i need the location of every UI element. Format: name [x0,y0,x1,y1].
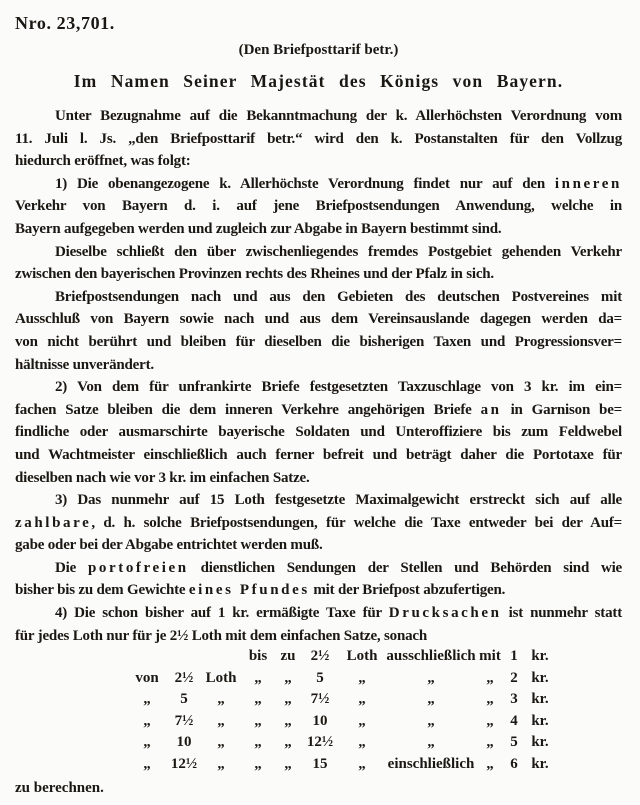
table-cell: 7½ [174,712,194,729]
table-cell: bis [248,648,268,665]
table-cell: 2½ [174,669,194,686]
text-line: hältnisse unverändert. [15,356,154,373]
table-cell: „ [143,691,151,708]
table-cell: kr. [531,691,549,708]
text-line: dieselben nach wie vor 3 kr. im einfachen Satze. [15,469,310,486]
text-line: Dieselbe schließt den über zwischenliegendes fremdes Postgebiet gehenden Verkehr [55,243,622,260]
tariff-table-row [127,734,622,756]
table-cell: 4 [510,712,518,729]
text-line: bisher bis zu dem Gewichte eines Pfundes mit der Briefpost abzufertigen. [15,582,506,599]
text-line: hiedurch eröffnet, was folgt: [15,153,191,170]
table-cell: „ [217,691,225,708]
text-line: gabe oder bei der Abgabe entrichtet werden muß. [15,537,323,554]
table-cell: kr. [531,712,549,729]
table-cell: „ [486,755,494,772]
table-cell: 5 [316,669,324,686]
table-cell: 5 [510,734,518,751]
tariff-table-row [127,713,622,735]
text-line: 2) Von dem für unfrankirte Briefe festgesetzten Taxzuschlage von 3 kr. im ein= [55,379,622,396]
table-cell: „ [358,755,366,772]
table-cell: 12½ [170,755,198,772]
letter-spaced-text: inneren [554,175,622,192]
table-cell: kr. [531,648,549,665]
text-line: für jedes Loth nur für je 2½ Loth mit dem einfachen Satze, sonach [15,627,427,644]
tariff-table-row [127,670,622,692]
table-cell: „ [284,712,292,729]
table-cell: „ [217,712,225,729]
text-line: und Wachtmeister einschließlich auch ferner befreit und beträgt daher die Portotaxe für [15,446,622,463]
table-cell: „ [358,691,366,708]
table-cell: 7½ [310,691,330,708]
tariff-table-header-row [127,648,622,670]
table-cell: „ [143,712,151,729]
table-cell: 3 [510,691,518,708]
table-cell: 10 [312,712,328,729]
text-line: Unter Bezugnahme auf die Bekanntmachung der k. Allerhöchsten Verordnung vom [55,108,622,124]
text-line: 3) Das nunmehr auf 15 Loth festgesetzte Maximalgewicht erstreckt sich auf alle [55,492,622,509]
text-line: fachen Satze bleiben die dem inneren Verkehre angehörigen Briefe an in Garnison be= [15,401,622,418]
table-cell: „ [284,755,292,772]
tariff-table-row [127,691,622,713]
table-cell: 15 [312,755,328,772]
text-line: findliche oder ausmarschirte bayerische Soldaten und Unteroffiziere bis zum Feldwebel [15,424,622,441]
table-cell: ausschließlich [386,648,476,665]
table-cell: 10 [176,734,192,751]
text-line: Briefpostsendungen nach und aus den Gebieten des deutschen Postvereines mit [55,288,622,305]
document-body [15,105,622,647]
table-cell: „ [284,669,292,686]
tariff-table [127,648,622,777]
table-cell: „ [143,734,151,751]
table-cell: „ [427,669,435,686]
table-cell: 2½ [310,648,330,665]
text-line: Verkehr von Bayern d. i. auf jene Briefpostsendungen Anwendung, welche in [15,198,622,215]
table-cell: „ [254,712,262,729]
text-line: zahlbare, d. h. solche Briefpostsendungen, für welche die Taxe entweder bei der Auf= [15,514,622,531]
subject-line: (Den Briefposttarif betr.) [238,42,399,58]
closing-line: zu berechnen. [15,780,104,797]
text-line: 4) Die schon bisher auf 1 kr. ermäßigte Taxe für Drucksachen ist nunmehr statt [55,605,622,622]
letter-spaced-text: eines Pfundes [188,582,310,599]
table-cell: zu [280,648,296,665]
table-cell: „ [254,755,262,772]
table-cell: „ [358,712,366,729]
table-cell: „ [254,669,262,686]
table-cell: mit [479,648,501,665]
letter-spaced-text: an [480,401,502,418]
text-line: von nicht berührt und bleiben für dieselben die bisherigen Taxen und Progressionsver= [15,333,622,350]
table-cell: kr. [531,734,549,751]
table-cell: 1 [510,648,518,665]
table-cell: kr. [531,755,549,772]
table-cell: „ [358,734,366,751]
table-cell: Loth [205,669,237,686]
table-cell: „ [427,734,435,751]
table-cell: „ [284,734,292,751]
table-cell: „ [254,691,262,708]
text-line: Bayern aufgegeben werden und zugleich zur Abgabe in Bayern bestimmt sind. [15,220,502,237]
text-line: 11. Juli l. Js. „den Briefposttarif betr.“ wird den k. Postanstalten für den Vollzug [15,130,622,147]
text-line: 1) Die obenangezogene k. Allerhöchste Verordnung findet nur auf den inneren [55,175,622,192]
table-cell: „ [486,691,494,708]
table-cell: „ [217,734,225,751]
table-cell: von [135,669,159,686]
text-line: Ausschluß von Bayern sowie nach und aus dem Vereinsauslande dagegen werden da= [15,311,622,328]
table-cell: kr. [531,669,549,686]
table-cell: Loth [346,648,378,665]
table-cell: „ [486,712,494,729]
table-cell: „ [486,669,494,686]
table-cell: „ [486,734,494,751]
table-cell: „ [427,712,435,729]
table-cell: 2 [510,669,518,686]
table-cell: „ [284,691,292,708]
table-cell: „ [358,669,366,686]
table-cell: 5 [180,691,188,708]
table-cell: „ [254,734,262,751]
table-cell: 6 [510,755,518,772]
text-line: Die portofreien dienstlichen Sendungen der Stellen und Behörden sind wie [55,559,623,576]
letter-spaced-text: portofreien [87,559,189,576]
page-title: Im Namen Seiner Majestät des Königs von Bayern. [73,71,564,91]
document-number: Nro. 23,701. [15,13,115,33]
text-line: zwischen den bayerischen Provinzen rechts des Rheines und der Pfalz in sich. [15,266,494,283]
table-cell: „ [427,691,435,708]
table-cell: „ [143,755,151,772]
letter-spaced-text: zahlbare [15,514,92,531]
table-cell: „ [217,755,225,772]
tariff-table-row [127,756,622,778]
letter-spaced-text: Drucksachen [388,605,502,622]
table-cell: 12½ [306,734,334,751]
table-cell: einschließlich [387,755,475,772]
